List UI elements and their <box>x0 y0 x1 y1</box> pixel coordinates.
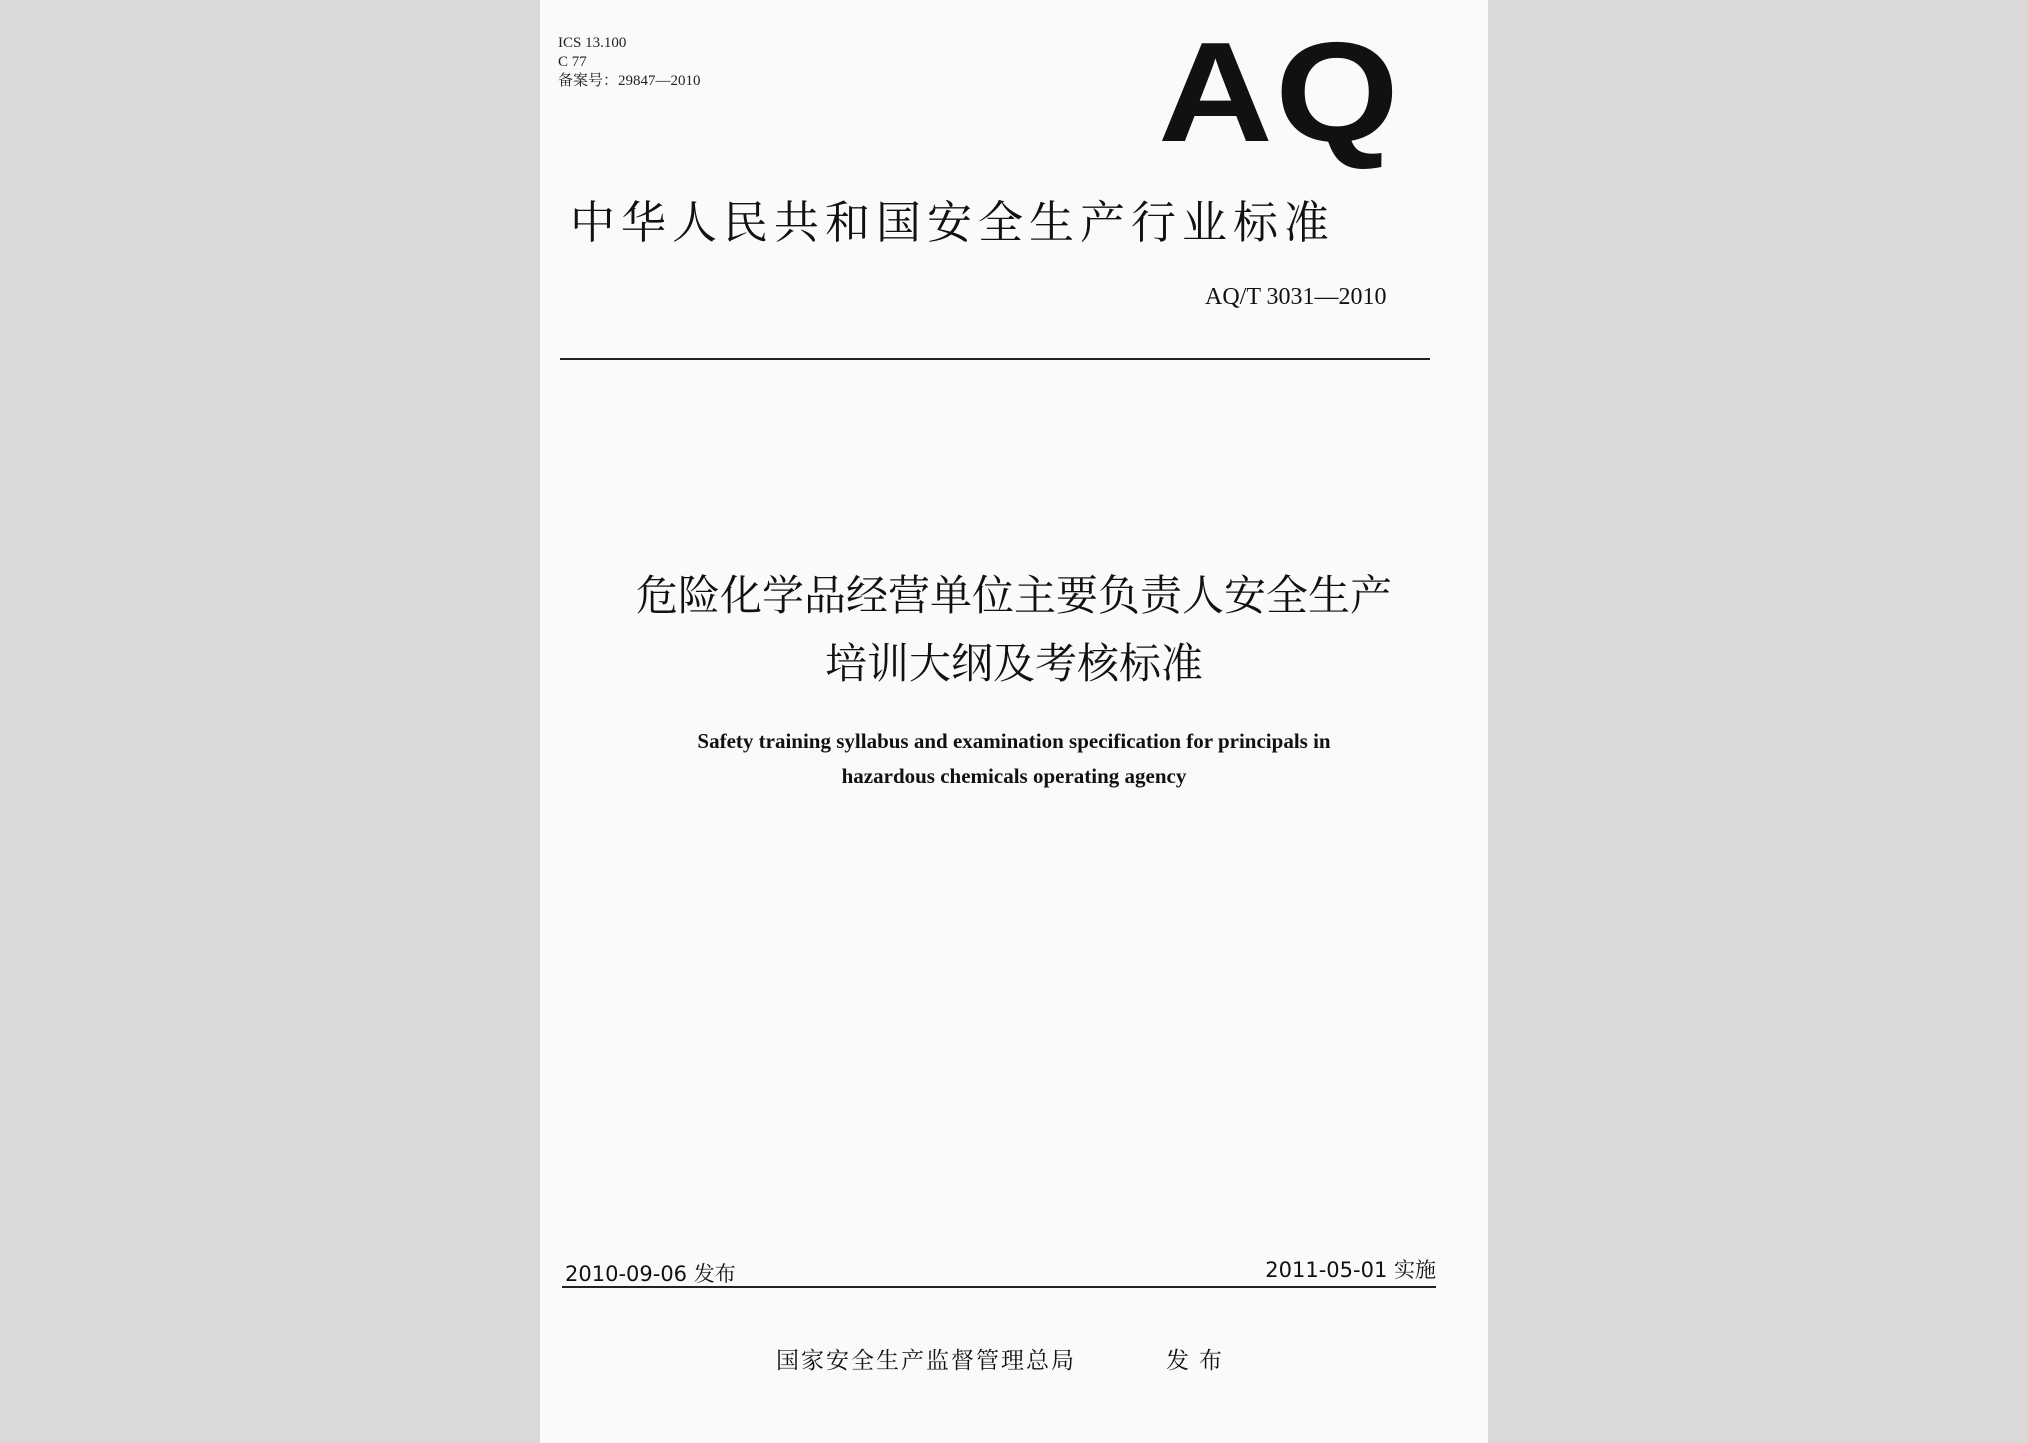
document-title-en <box>540 724 1488 794</box>
title-en-line1: Safety training syllabus and examination specification for principals in <box>697 729 1331 753</box>
record-number: 备案号：29847—2010 <box>558 73 701 89</box>
ccs-code: C 77 <box>558 54 587 70</box>
title-en-line2: hazardous chemicals operating agency <box>841 764 1187 788</box>
ics-code: ICS 13.100 <box>558 35 627 51</box>
issue-date: 2010-09-06 发布 <box>565 1262 736 1286</box>
document-title-cn <box>540 562 1488 698</box>
aq-logo: AQ <box>1158 13 1402 172</box>
publisher: 国家安全生产监督管理总局 <box>776 1348 1076 1374</box>
standard-category-title: 中华人民共和国安全生产行业标准 <box>570 196 1336 249</box>
bottom-divider <box>562 1286 1436 1288</box>
implement-date: 2011-05-01 实施 <box>1265 1258 1436 1282</box>
top-divider <box>560 358 1430 360</box>
title-cn-line1: 危险化学品经营单位主要负责人安全生产 <box>635 571 1392 620</box>
classification-block <box>558 34 701 91</box>
publish-label: 发布 <box>1166 1348 1232 1374</box>
document-page <box>540 0 1488 1443</box>
title-cn-line2: 培训大纲及考核标准 <box>824 639 1203 688</box>
standard-code: AQ/T 3031—2010 <box>1205 284 1387 310</box>
